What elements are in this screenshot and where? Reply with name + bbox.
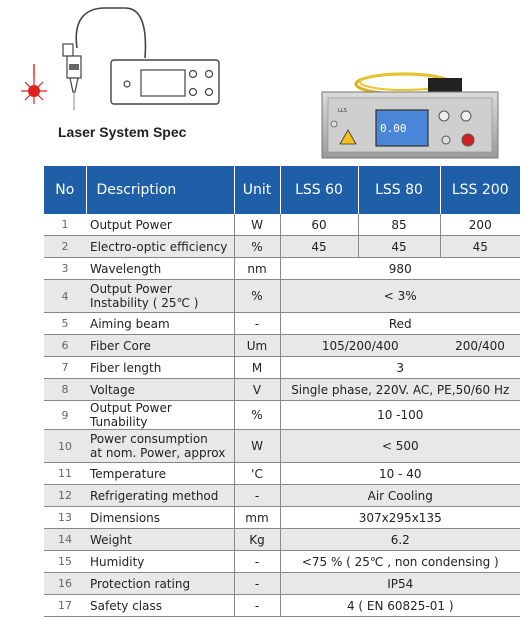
header-lss80: LSS 80 [358, 166, 440, 214]
table-row [44, 280, 520, 313]
row-value: 4 ( EN 60825-01 ) [280, 595, 520, 617]
row-description [86, 335, 234, 357]
row-value: 45 [358, 236, 440, 258]
description-line: Safety class [90, 598, 162, 613]
row-unit: Um [234, 335, 280, 357]
screen-text: 0.00 [380, 122, 407, 135]
table-row [44, 379, 520, 401]
table-row [44, 551, 520, 573]
row-number: 3 [44, 258, 86, 280]
description-line: Voltage [90, 382, 136, 397]
description-line: Fiber Core [90, 338, 151, 353]
description-line: Protection rating [90, 576, 191, 591]
row-number: 17 [44, 595, 86, 617]
row-value: 307x295x135 [280, 507, 520, 529]
row-description [86, 595, 234, 617]
row-value: Red [280, 313, 520, 335]
row-description [86, 357, 234, 379]
row-description [86, 430, 234, 463]
table-row [44, 313, 520, 335]
page-title: Laser System Spec [58, 124, 187, 140]
description-line: Power consumption [90, 432, 208, 446]
row-number: 4 [44, 280, 86, 313]
row-value: 60 [280, 214, 358, 236]
row-description [86, 214, 234, 236]
table-row [44, 507, 520, 529]
row-number: 11 [44, 463, 86, 485]
row-number: 8 [44, 379, 86, 401]
row-unit: - [234, 551, 280, 573]
row-number: 13 [44, 507, 86, 529]
description-line: Aiming beam [90, 316, 170, 331]
row-description [86, 379, 234, 401]
row-number: 14 [44, 529, 86, 551]
table-row [44, 529, 520, 551]
table-row [44, 214, 520, 236]
row-number: 1 [44, 214, 86, 236]
row-unit: - [234, 485, 280, 507]
row-unit: % [234, 280, 280, 313]
row-value: 200 [440, 214, 520, 236]
table-row [44, 236, 520, 258]
table-row [44, 573, 520, 595]
row-unit: nm [234, 258, 280, 280]
laser-system-diagram-icon [15, 0, 230, 125]
row-value: 10 -100 [280, 401, 520, 430]
row-description [86, 463, 234, 485]
row-value: 10 - 40 [280, 463, 520, 485]
header-lss60: LSS 60 [280, 166, 358, 214]
description-line: Dimensions [90, 510, 161, 525]
table-row [44, 485, 520, 507]
row-description [86, 313, 234, 335]
row-unit: W [234, 214, 280, 236]
row-number: 7 [44, 357, 86, 379]
row-description [86, 485, 234, 507]
row-unit: mm [234, 507, 280, 529]
description-line: Wavelength [90, 261, 162, 276]
row-number: 9 [44, 401, 86, 430]
header-area [0, 0, 530, 165]
table-row [44, 595, 520, 617]
header-no: No [44, 166, 86, 214]
table-header-row [44, 166, 520, 214]
brand-text: LLS [338, 108, 347, 114]
row-value: 45 [440, 236, 520, 258]
row-unit: % [234, 236, 280, 258]
description-line: Refrigerating method [90, 488, 219, 503]
row-number: 6 [44, 335, 86, 357]
row-value: 980 [280, 258, 520, 280]
row-value: 6.2 [280, 529, 520, 551]
row-value: < 3% [280, 280, 520, 313]
row-number: 16 [44, 573, 86, 595]
description-line: Output Power [90, 217, 172, 232]
row-unit: Kg [234, 529, 280, 551]
row-value: 105/200/400 [280, 335, 440, 357]
spec-table-body [44, 214, 520, 617]
row-unit: % [234, 401, 280, 430]
spec-table [44, 166, 520, 617]
row-number: 2 [44, 236, 86, 258]
description-line: Output Power Tunability [90, 401, 172, 429]
row-value: < 500 [280, 430, 520, 463]
header-unit: Unit [234, 166, 280, 214]
laser-device-photo [318, 70, 503, 162]
row-value: Single phase, 220V. AC, PE,50/60 Hz [280, 379, 520, 401]
row-description [86, 529, 234, 551]
description-line: Output Power [90, 282, 172, 296]
row-value: 85 [358, 214, 440, 236]
row-description [86, 401, 234, 430]
row-value: 45 [280, 236, 358, 258]
row-value: <75 % ( 25℃ , non condensing ) [280, 551, 520, 573]
table-row [44, 430, 520, 463]
row-number: 15 [44, 551, 86, 573]
header-description: Description [86, 166, 234, 214]
description-line: Electro-optic efficiency [90, 239, 228, 254]
table-row [44, 335, 520, 357]
row-description [86, 551, 234, 573]
row-value: Air Cooling [280, 485, 520, 507]
row-value: IP54 [280, 573, 520, 595]
row-unit: V [234, 379, 280, 401]
row-description [86, 507, 234, 529]
description-line: Instability ( 25℃ ) [90, 296, 199, 310]
row-unit: - [234, 313, 280, 335]
row-description [86, 236, 234, 258]
row-unit: - [234, 573, 280, 595]
table-row [44, 401, 520, 430]
row-unit: W [234, 430, 280, 463]
description-line: Weight [90, 532, 132, 547]
table-row [44, 463, 520, 485]
row-unit: 'C [234, 463, 280, 485]
header-lss200: LSS 200 [440, 166, 520, 214]
row-description [86, 280, 234, 313]
description-line: Humidity [90, 554, 145, 569]
row-unit: M [234, 357, 280, 379]
row-description [86, 258, 234, 280]
row-unit: - [234, 595, 280, 617]
row-value: 3 [280, 357, 520, 379]
table-row [44, 258, 520, 280]
row-description [86, 573, 234, 595]
table-row [44, 357, 520, 379]
row-value: 200/400 [440, 335, 520, 357]
laser-burst-icon [21, 64, 47, 104]
description-line: Fiber length [90, 360, 162, 375]
row-number: 5 [44, 313, 86, 335]
description-line: Temperature [90, 466, 167, 481]
row-number: 12 [44, 485, 86, 507]
description-line: at nom. Power, approx [90, 446, 226, 460]
row-number: 10 [44, 430, 86, 463]
